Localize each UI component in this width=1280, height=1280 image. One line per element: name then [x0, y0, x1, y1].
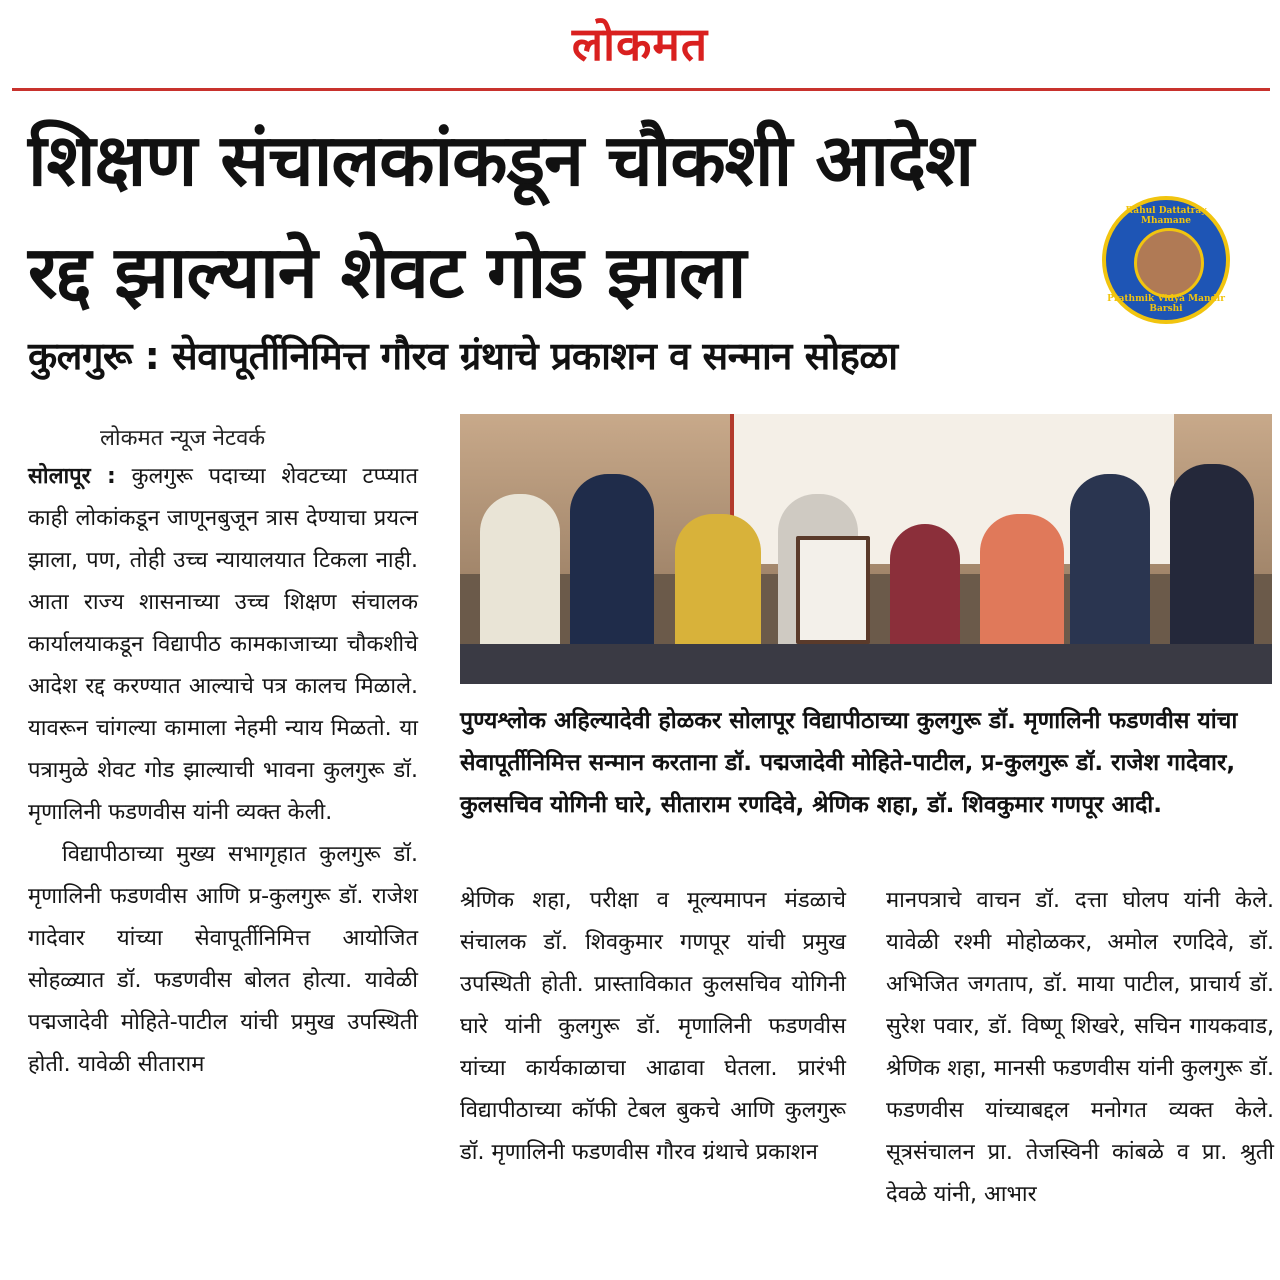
badge-name: Rahul Dattatray Mhamane [1125, 206, 1207, 226]
photo-person [890, 524, 960, 644]
photo-person [480, 494, 560, 644]
headline-line-1: शिक्षण संचालकांकडून चौकशी आदेश [28, 118, 974, 202]
headline [28, 104, 1268, 328]
news-photo [460, 414, 1272, 684]
article-text: कुलगुरू पदाच्या शेवटच्या टप्प्यात काही लोकांकडून जाणूनबुजून त्रास देण्याचा प्रयत्न झाला, पण, तोही उच्च न्यायालयात टिकला नाही. आता राज्य शासनाच्या उच्च शिक्षण संचालक कार्यालयाकडून विद्यापीठ कामकाजाच्या चौकशीचे आदेश रद्द करण्यात आल्याचे पत्र कालच मिळाले. यावरून चांगल्या कामाला नेहमी न्याय मिळतो. या पत्रामुळे शेवट गोड झाल्याची भावना कुलगुरू डॉ. मृणालिनी फडणवीस यांनी व्यक्त केली. [28, 464, 418, 825]
photo-person [1070, 474, 1150, 644]
article-paragraph: विद्यापीठाच्या मुख्य सभागृहात कुलगुरू डॉ. मृणालिनी फडणवीस आणि प्र-कुलगुरू डॉ. राजेश गादेवार यांच्या सेवापूर्तीनिमित्त आयोजित सोहळ्यात डॉ. फडणवीस बोलत होत्या. यावेळी पद्मजादेवी मोहिते-पाटील यांची प्रमुख उपस्थिती होती. यावेळी सीताराम [28, 842, 418, 1077]
profile-badge [1102, 196, 1230, 324]
newspaper-logo: लोकमत [571, 17, 709, 71]
badge-school: Prathmik Vidya Mandir Barshi [1107, 294, 1225, 314]
headline-line-2: रद्द झाल्याने शेवट गोड झाला [28, 230, 746, 314]
photo-caption: पुण्यश्लोक अहिल्यादेवी होळकर सोलापूर विद्यापीठाच्या कुलगुरू डॉ. मृणालिनी फडणवीस यांचा सेवापूर्तीनिमित्त सन्मान करताना डॉ. पद्मजादेवी मोहिते-पाटील, प्र-कुलगुरू डॉ. राजेश गादेवार, कुलसचिव योगिनी घारे, सीताराम रणदिवे, श्रेणिक शहा, डॉ. शिवकुमार गणपूर आदी. [460, 708, 1238, 818]
photo-person [570, 474, 654, 644]
dais-table [460, 644, 1272, 684]
photo-person [980, 514, 1064, 644]
byline: लोकमत न्यूज नेटवर्क [100, 426, 266, 451]
badge-portrait [1134, 228, 1204, 298]
photo-person [1170, 464, 1254, 644]
citation-frame [796, 536, 870, 644]
masthead [0, 0, 1280, 80]
article-column-3: मानपत्राचे वाचन डॉ. दत्ता घोलप यांनी केले. यावेळी रश्मी मोहोळकर, अमोल रणदिवे, डॉ. अभिजित जगताप, डॉ. माया पाटील, प्राचार्य डॉ. सुरेश पवार, डॉ. विष्णू शिखरे, सचिन गायकवाड, श्रेणिक शहा, मानसी फडणवीस यांनी कुलगुरू डॉ. फडणवीस यांच्याबद्दल मनोगत व्यक्त केले. सूत्रसंचालन प्रा. तेजस्विनी कांबळे व प्रा. श्रुती देवळे यांनी, आभार [886, 888, 1274, 1207]
masthead-divider [12, 88, 1270, 91]
subheadline: कुलगुरू : सेवापूर्तीनिमित्त गौरव ग्रंथाचे प्रकाशन व सन्मान सोहळा [28, 334, 898, 378]
article-column-2: श्रेणिक शहा, परीक्षा व मूल्यमापन मंडळाचे संचालक डॉ. शिवकुमार गणपूर यांची प्रमुख उपस्थिती होती. प्रास्ताविकात कुलसचिव योगिनी घारे यांनी कुलगुरू डॉ. मृणालिनी फडणवीस यांच्या कार्यकाळाचा आढावा घेतला. प्रारंभी विद्यापीठाच्या कॉफी टेबल बुकचे आणि कुलगुरू डॉ. मृणालिनी फडणवीस गौरव ग्रंथाचे प्रकाशन [460, 888, 846, 1165]
article-paragraph [28, 456, 418, 834]
photo-person [675, 514, 761, 644]
dateline-place: सोलापूर : [28, 464, 116, 489]
article-column-1 [28, 456, 418, 1086]
